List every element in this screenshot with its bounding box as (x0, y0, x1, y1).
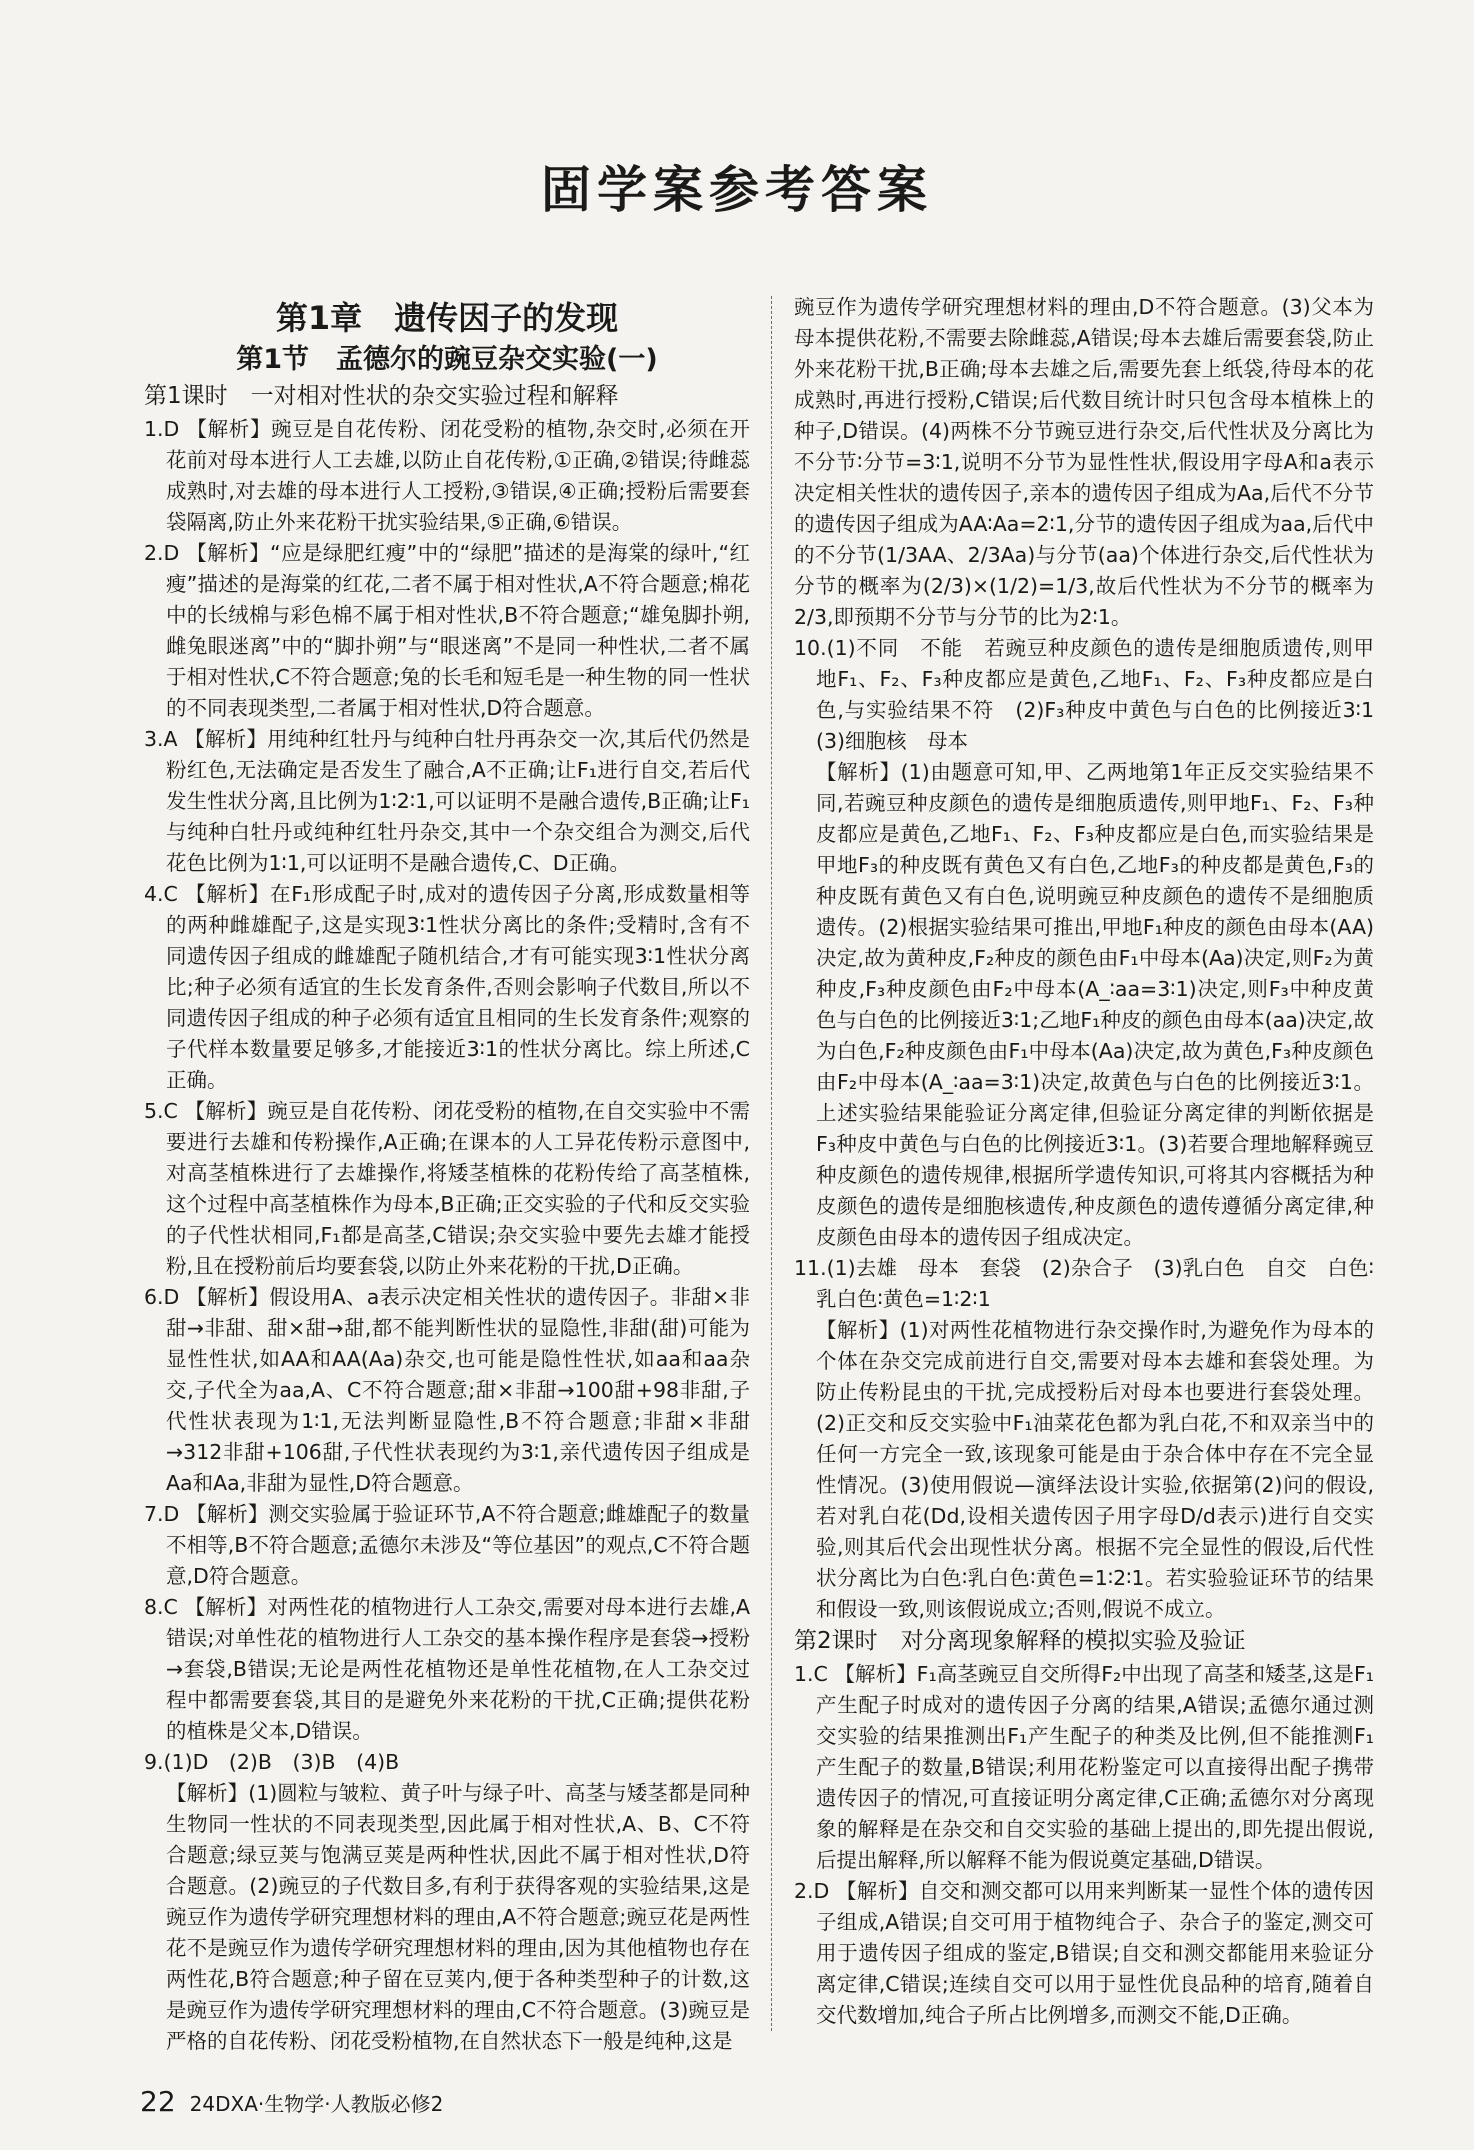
page-title: 固学案参考答案 (541, 161, 933, 219)
answer-item: 4.C 【解析】在F₁形成配子时,成对的遗传因子分离,形成数量相等的两种雌雄配子,这是实现3∶1性状分离比的条件;受精时,含有不同遗传因子组成的雌雄配子随机结合,才有可能实现3∶1性状分离比;种子必须有适宜的生长发育条件,否则会影响子代数目,所以不同遗传因子组成的种子必须有适宜且相同的生长发育条件;观察的子代样本数量要足够多,才能接近3∶1的性状分离比。综上所述,C正确。 (144, 882, 750, 1092)
page-footer (140, 2085, 443, 2118)
answer-item: 3.A 【解析】用纯种红牡丹与纯种白牡丹再杂交一次,其后代仍然是粉红色,无法确定是否发生了融合,A不正确;让F₁进行自交,若后代发生性状分离,且比例为1∶2∶1,可以证明不是融合遗传,B正确;让F₁与纯种白牡丹或纯种红牡丹杂交,其中一个杂交组合为测交,后代花色比例为1∶1,可以证明不是融合遗传,C、D正确。 (144, 727, 750, 875)
right-column (794, 292, 1395, 2031)
answer-item: 10.(1)不同 不能 若豌豆种皮颜色的遗传是细胞质遗传,则甲地F₁、F₂、F₃种皮都应是黄色,乙地F₁、F₂、F₃种皮都应是白色,与实验结果不符 (2)F₃种皮中黄色与白色的比例接近3∶1 (3)细胞核 母本 (794, 636, 1395, 753)
page-number: 22 (140, 2085, 176, 2118)
answer-analysis: 【解析】(1)圆粒与皱粒、黄子叶与绿子叶、高茎与矮茎都是同种生物同一性状的不同表现类型,因此属于相对性状,A、B、C不符合题意;绿豆荚与饱满豆荚是两种性状,因此不属于相对性状,D符合题意。(2)豌豆的子代数目多,有利于获得客观的实验结果,这是豌豆作为遗传学研究理想材料的理由,A不符合题意;豌豆花是两性花不是豌豆作为遗传学研究理想材料的理由,因为其他植物也存在两性花,B符合题意;种子留在豆荚内,便于各种类型种子的计数,这是豌豆作为遗传学研究理想材料的理由,C不符合题意。(3)豌豆是严格的自花传粉、闭花受粉植物,在自然状态下一般是纯种,这是 (166, 1781, 750, 2053)
section-heading: 第1节 孟德尔的豌豆杂交实验(一) (236, 344, 658, 375)
answer-item: 2.D 【解析】自交和测交都可以用来判断某一显性个体的遗传因子组成,A错误;自交可用于植物纯合子、杂合子的鉴定,测交可用于遗传因子组成的鉴定,B错误;自交和测交都能用来验证分离定律,C错误;连续自交可以用于显性优良品种的培育,随着自交代数增加,纯合子所占比例增多,而测交不能,D正确。 (794, 1879, 1374, 2027)
answer-analysis: 【解析】(1)由题意可知,甲、乙两地第1年正反交实验结果不同,若豌豆种皮颜色的遗传是细胞质遗传,则甲地F₁、F₂、F₃种皮都应是黄色,乙地F₁、F₂、F₃种皮都应是白色,而实验结果是甲地F₃的种皮既有黄色又有白色,乙地F₃的种皮都是黄色,F₃的种皮既有黄色又有白色,说明豌豆种皮颜色的遗传不是细胞质遗传。(2)根据实验结果可推出,甲地F₁种皮的颜色由母本(AA)决定,故为黄种皮,F₂种皮的颜色由F₁中母本(Aa)决定,则F₂为黄种皮,F₃种皮颜色由F₂中母本(A_∶aa=3∶1)决定,则F₃中种皮黄色与白色的比例接近3∶1;乙地F₁种皮的颜色由母本(aa)决定,故为白色,F₂种皮颜色由F₁中母本(Aa)决定,故为黄色,F₃种皮颜色由F₂中母本(A_∶aa=3∶1)决定,故黄色与白色的比例接近3∶1。上述实验结果能验证分离定律,但验证分离定律的判断依据是F₃种皮中黄色与白色的比例接近3∶1。(3)若要合理地解释豌豆种皮颜色的遗传规律,根据所学遗传知识,可将其内容概括为种皮颜色的遗传是细胞核遗传,种皮颜色的遗传遵循分离定律,种皮颜色由母本的遗传因子组成决定。 (816, 760, 1374, 1249)
answer-analysis-continued: 豌豆作为遗传学研究理想材料的理由,D不符合题意。(3)父本为母本提供花粉,不需要去除雌蕊,A错误;母本去雄后需要套袋,防止外来花粉干扰,B正确;母本去雄之后,需要先套上纸袋,待母本的花成熟时,再进行授粉,C错误;后代数目统计时只包含母本植株上的种子,D错误。(4)两株不分节豌豆进行杂交,后代性状及分离比为不分节∶分节=3∶1,说明不分节为显性性状,假设用字母A和a表示决定相关性状的遗传因子,亲本的遗传因子组成为Aa,后代不分节的遗传因子组成为AA∶Aa=2∶1,分节的遗传因子组成为aa,后代中的不分节(1/3AA、2/3Aa)与分节(aa)个体进行杂交,后代性状为分节的概率为(2/3)×(1/2)=1/3,故后代性状为不分节的概率为2/3,即预期不分节与分节的比为2∶1。 (794, 295, 1374, 629)
lesson-heading-2: 第2课时 对分离现象解释的模拟实验及验证 (794, 1628, 1246, 1654)
left-column (144, 296, 750, 2057)
lesson-heading-1: 第1课时 一对相对性状的杂交实验过程和解释 (144, 383, 619, 409)
chapter-heading: 第1章 遗传因子的发现 (275, 299, 619, 337)
answer-item: 11.(1)去雄 母本 套袋 (2)杂合子 (3)乳白色 自交 白色∶乳白色∶黄色=1∶2∶1 (794, 1256, 1374, 1311)
answer-item: 6.D 【解析】假设用A、a表示决定相关性状的遗传因子。非甜×非甜→非甜、甜×甜→甜,都不能判断性状的显隐性,非甜(甜)可能为显性性状,如AA和AA(Aa)杂交,也可能是隐性性状,如aa和aa杂交,子代全为aa,A、C不符合题意;甜×非甜→100甜+98非甜,子代性状表现为1∶1,无法判断显隐性,B不符合题意;非甜×非甜→312非甜+106甜,子代性状表现约为3∶1,亲代遗传因子组成是Aa和Aa,非甜为显性,D符合题意。 (144, 1285, 750, 1495)
answer-item: 1.C 【解析】F₁高茎豌豆自交所得F₂中出现了高茎和矮茎,这是F₁产生配子时成对的遗传因子分离的结果,A错误;孟德尔通过测交实验的结果推测出F₁产生配子的种类及比例,但不能推测F₁产生配子的数量,B错误;利用花粉鉴定可以直接得出配子携带遗传因子的情况,可直接证明分离定律,C正确;孟德尔对分离现象的解释是在杂交和自交实验的基础上提出的,即先提出假说,后提出解释,所以解释不能为假说奠定基础,D错误。 (794, 1662, 1374, 1872)
book-code: 24DXA·生物学·人教版必修2 (189, 2092, 444, 2116)
answer-item: 1.D 【解析】豌豆是自花传粉、闭花受粉的植物,杂交时,必须在开花前对母本进行人工去雄,以防止自花传粉,①正确,②错误;待雌蕊成熟时,对去雄的母本进行人工授粉,③错误,④正确;授粉后需要套袋隔离,防止外来花粉干扰实验结果,⑤正确,⑥错误。 (144, 417, 750, 534)
answer-item: 8.C 【解析】对两性花的植物进行人工杂交,需要对母本进行去雄,A错误;对单性花的植物进行人工杂交的基本操作程序是套袋→授粉→套袋,B错误;无论是两性花植物还是单性花植物,在人工杂交过程中都需要套袋,其目的是避免外来花粉的干扰,C正确;提供花粉的植株是父本,D错误。 (144, 1595, 750, 1743)
answer-item: 5.C 【解析】豌豆是自花传粉、闭花受粉的植物,在自交实验中不需要进行去雄和传粉操作,A正确;在课本的人工异花传粉示意图中,对高茎植株进行了去雄操作,将矮茎植株的花粉传给了高茎植株,这个过程中高茎植株作为母本,B正确;正交实验的子代和反交实验的子代性状相同,F₁都是高茎,C错误;杂交实验中要先去雄才能授粉,且在授粉前后均要套袋,以防止外来花粉的干扰,D正确。 (144, 1099, 750, 1278)
answer-item: 7.D 【解析】测交实验属于验证环节,A不符合题意;雌雄配子的数量不相等,B不符合题意;孟德尔未涉及“等位基因”的观点,C不符合题意,D符合题意。 (144, 1502, 750, 1588)
answer-item: 2.D 【解析】“应是绿肥红瘦”中的“绿肥”描述的是海棠的绿叶,“红瘦”描述的是海棠的红花,二者不属于相对性状,A不符合题意;棉花中的长绒棉与彩色棉不属于相对性状,B不符合题意;“雄兔脚扑朔,雌兔眼迷离”中的“脚扑朔”与“眼迷离”不是同一种性状,二者不属于相对性状,C不符合题意;兔的长毛和短毛是一种生物的同一性状的不同表现类型,二者属于相对性状,D符合题意。 (144, 541, 750, 720)
answer-analysis: 【解析】(1)对两性花植物进行杂交操作时,为避免作为母本的个体在杂交完成前进行自交,需要对母本去雄和套袋处理。为防止传粉昆虫的干扰,完成授粉后对母本也要进行套袋处理。(2)正交和反交实验中F₁油菜花色都为乳白花,不和双亲当中的任何一方完全一致,该现象可能是由于杂合体中存在不完全显性情况。(3)使用假说—演绎法设计实验,依据第(2)问的假设,若对乳白花(Dd,设相关遗传因子用字母D/d表示)进行自交实验,则其后代会出现性状分离。根据不完全显性的假设,后代性状分离比为白色∶乳白色∶黄色=1∶2∶1。若实验验证环节的结果和假设一致,则该假说成立;否则,假说不成立。 (816, 1318, 1374, 1621)
column-divider (771, 296, 772, 2031)
answer-item: 9.(1)D (2)B (3)B (4)B (144, 1750, 400, 1774)
